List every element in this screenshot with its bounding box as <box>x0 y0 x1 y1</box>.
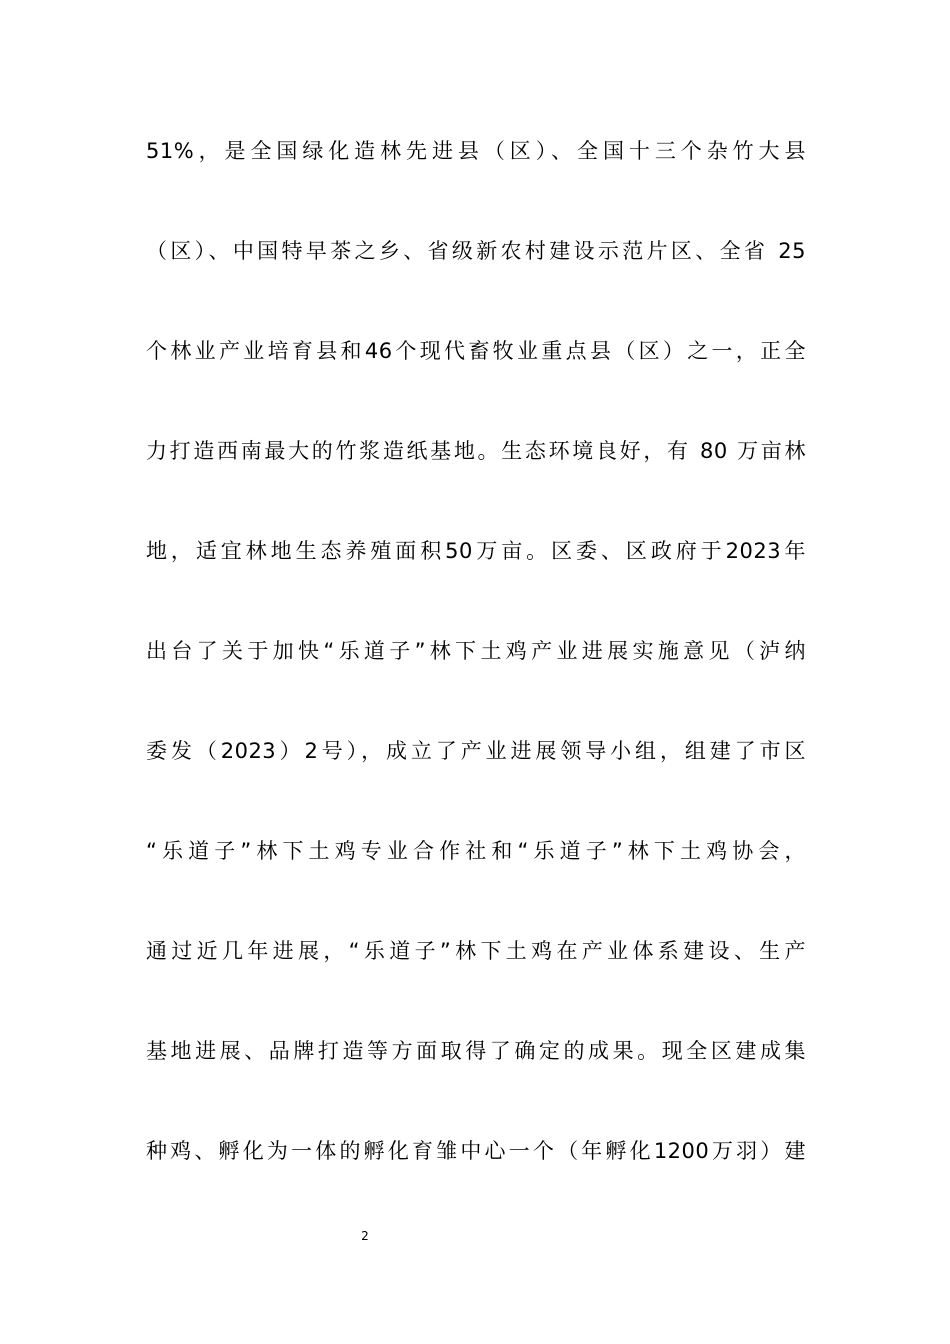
text-line: 力打造西南最大的竹浆造纸基地。生态环境良好，有 80 万亩林 <box>146 439 806 463</box>
text-line: 基地进展、品牌打造等方面取得了确定的成果。现全区建成集 <box>146 1039 806 1063</box>
text-line: 种鸡、孵化为一体的孵化育雏中心一个（年孵化1200万羽）建 <box>146 1139 806 1163</box>
text-line: 51%，是全国绿化造林先进县（区）、全国十三个杂竹大县 <box>146 139 806 163</box>
body-text <box>146 129 806 1229</box>
text-line: 委发（2023）2号），成立了产业进展领导小组，组建了市区 <box>146 739 806 763</box>
text-line: 通过近几年进展，“乐道子”林下土鸡在产业体系建设、生产 <box>146 939 806 963</box>
text-line: （区）、中国特早茶之乡、省级新农村建设示范片区、全省 25 <box>146 239 806 263</box>
page-number: 2 <box>361 1229 369 1243</box>
text-line: 地，适宜林地生态养殖面积50万亩。区委、区政府于2023年 <box>146 539 806 563</box>
text-line: 出台了关于加快“乐道子”林下土鸡产业进展实施意见（泸纳 <box>146 639 806 663</box>
text-line: 个林业产业培育县和46个现代畜牧业重点县（区）之一，正全 <box>146 339 806 363</box>
text-line: “乐道子”林下土鸡专业合作社和“乐道子”林下土鸡协会， <box>146 839 806 863</box>
